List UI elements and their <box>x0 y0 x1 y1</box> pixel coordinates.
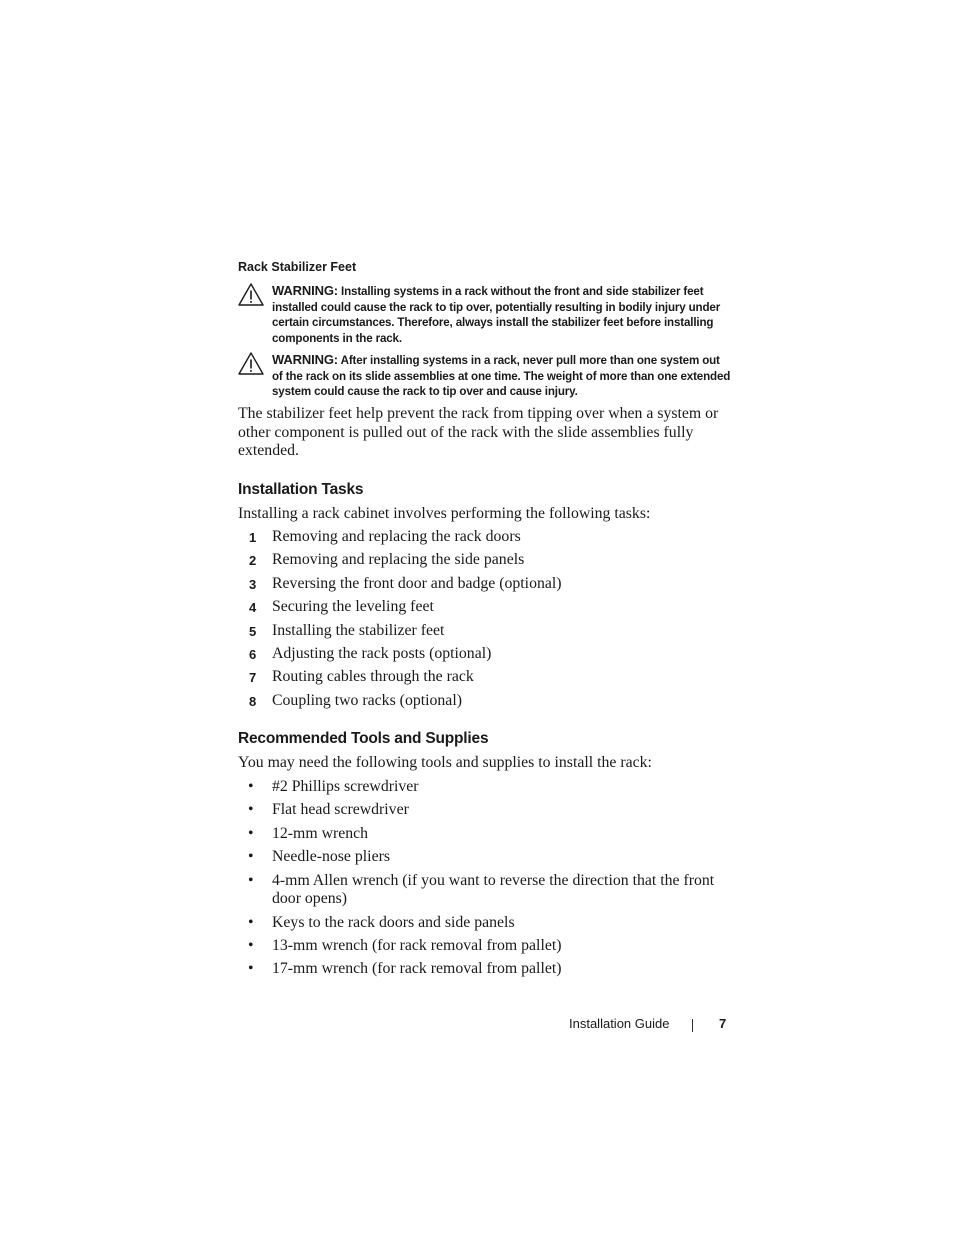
warning-label: WARNING: <box>272 352 338 367</box>
list-item-number: 5 <box>249 623 257 639</box>
bullet: • <box>248 871 254 889</box>
list-item-text: Adjusting the rack posts (optional) <box>272 644 492 662</box>
list-item-text: 4-mm Allen wrench (if you want to reverse the direction that the front door opens) <box>272 871 715 908</box>
warning-notice <box>238 283 732 346</box>
list-item <box>238 778 732 797</box>
list-item-number: 4 <box>249 600 257 616</box>
list-item-number: 2 <box>249 553 257 569</box>
bullet: • <box>248 960 254 978</box>
list-item <box>238 825 732 844</box>
list-item <box>238 801 732 820</box>
list-item-text: Needle-nose pliers <box>272 848 390 866</box>
list-item-text: Routing cables through the rack <box>272 668 474 686</box>
warning-notice <box>238 352 732 400</box>
bullet: • <box>248 848 254 866</box>
warning-label: WARNING: <box>272 283 338 298</box>
list-item-number: 3 <box>249 576 257 592</box>
warning-text-block <box>272 283 732 346</box>
warning-text-block <box>272 352 732 400</box>
installation-tasks-intro: Installing a rack cabinet involves performing the following tasks: <box>238 505 651 522</box>
section-subhead: Rack Stabilizer Feet <box>238 260 357 274</box>
warning-text: After installing systems in a rack, never pull more than one system out of the rack on its slide assemblies at one time. The weight of more than one extended system could cause the rack to tip over and cause injury. <box>272 354 731 399</box>
bullet: • <box>248 913 254 931</box>
list-item <box>238 528 732 547</box>
bullet: • <box>248 937 254 955</box>
list-item-text: Removing and replacing the rack doors <box>272 528 521 545</box>
list-item-number: 7 <box>249 670 257 686</box>
warning-text: Installing systems in a rack without the front and side stabilizer feet installed could cause the rack to tip over, potentially resulting in bodily injury under certain circumstances. Therefore, always install the stabilizer feet before installing components in the rack. <box>272 285 721 345</box>
list-item-text: Keys to the rack doors and side panels <box>272 913 515 931</box>
bullet: • <box>248 801 254 819</box>
list-item-text: Reversing the front door and badge (optional) <box>272 574 562 592</box>
warning-triangle-icon <box>238 283 264 306</box>
list-item-text: Removing and replacing the side panels <box>272 551 525 569</box>
list-item-text: Installing the stabilizer feet <box>272 621 445 639</box>
bullet: • <box>248 778 254 795</box>
list-item <box>238 622 732 641</box>
list-item <box>238 937 732 956</box>
installation-tasks-heading: Installation Tasks <box>238 481 364 498</box>
warning-triangle-icon <box>238 352 264 375</box>
list-item <box>238 692 732 711</box>
list-item-number: 8 <box>249 693 257 709</box>
footer-title: Installation Guide <box>569 1016 670 1031</box>
list-item <box>238 551 732 570</box>
list-item-number: 6 <box>249 646 257 662</box>
list-item <box>238 848 732 867</box>
list-item-text: Securing the leveling feet <box>272 598 434 616</box>
tools-list <box>238 778 732 979</box>
list-item <box>238 960 732 979</box>
list-item-number: 1 <box>249 530 257 545</box>
page-number: 7 <box>719 1016 727 1031</box>
installation-tasks-list <box>238 528 732 710</box>
list-item <box>238 575 732 594</box>
list-item <box>238 872 732 909</box>
tools-heading: Recommended Tools and Supplies <box>238 730 489 747</box>
tools-intro: You may need the following tools and supplies to install the rack: <box>238 754 652 771</box>
footer-separator <box>692 1019 693 1032</box>
list-item <box>238 668 732 687</box>
list-item-text: 12-mm wrench <box>272 824 369 842</box>
list-item <box>238 598 732 617</box>
list-item-text: 13-mm wrench (for rack removal from pallet) <box>272 937 562 955</box>
bullet: • <box>248 824 254 842</box>
list-item-text: Coupling two racks (optional) <box>272 691 462 709</box>
list-item-text: #2 Phillips screwdriver <box>272 778 419 795</box>
list-item <box>238 645 732 664</box>
stabilizer-paragraph: The stabilizer feet help prevent the rack from tipping over when a system or other component is pulled out of the rack with the slide assemblies fully extended. <box>238 405 719 460</box>
list-item <box>238 914 732 933</box>
list-item-text: Flat head screwdriver <box>272 801 409 819</box>
list-item-text: 17-mm wrench (for rack removal from pallet) <box>272 960 562 978</box>
